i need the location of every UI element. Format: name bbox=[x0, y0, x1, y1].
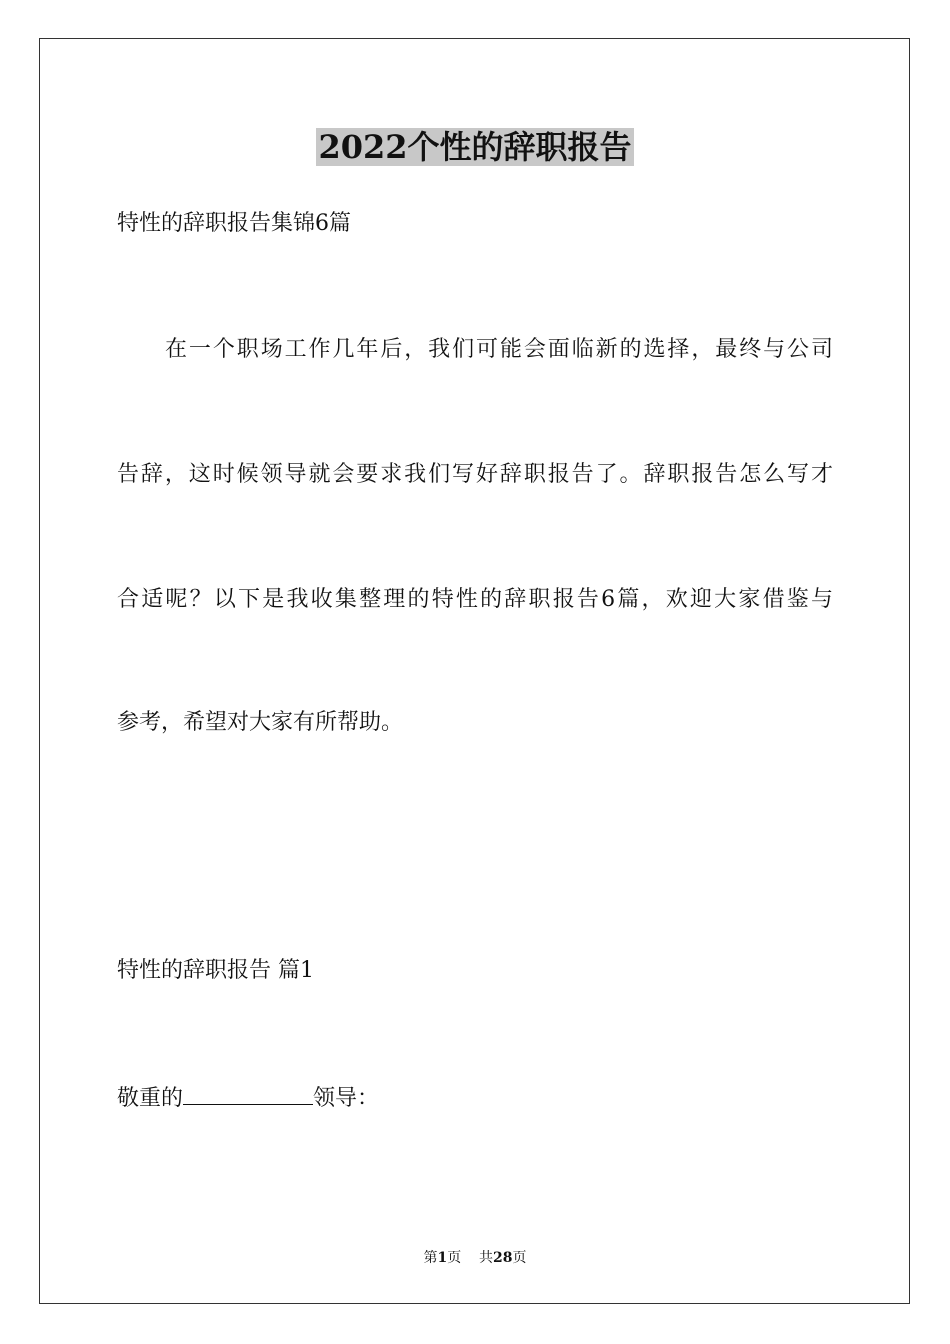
footer-total-suffix: 页 bbox=[512, 1250, 527, 1266]
section-heading: 特性的辞职报告 篇1 bbox=[117, 958, 314, 983]
salutation-prefix: 敬重的 bbox=[117, 1086, 184, 1111]
footer-total-prefix: 共 bbox=[479, 1250, 494, 1266]
salutation-suffix: 领导： bbox=[313, 1086, 380, 1111]
intro-line-1: 在一个职场工作几年后，我们可能会面临新的选择，最终与公司 bbox=[165, 337, 833, 362]
footer-page-prefix: 第 bbox=[423, 1250, 438, 1266]
document-subtitle: 特性的辞职报告集锦6篇 bbox=[117, 211, 351, 236]
document-title bbox=[0, 125, 950, 169]
salutation bbox=[117, 1082, 379, 1114]
footer-total-pages: 28 bbox=[493, 1250, 513, 1266]
footer-page-suffix: 页 bbox=[447, 1250, 462, 1266]
intro-line-3: 合适呢？以下是我收集整理的特性的辞职报告6篇，欢迎大家借鉴与 bbox=[117, 587, 833, 612]
intro-line-2: 告辞，这时候领导就会要求我们写好辞职报告了。辞职报告怎么写才 bbox=[117, 462, 833, 487]
intro-line-4: 参考，希望对大家有所帮助。 bbox=[117, 710, 404, 735]
name-blank-line bbox=[183, 1082, 313, 1105]
page-footer bbox=[0, 1248, 950, 1268]
document-title-text: 2022个性的辞职报告 bbox=[318, 128, 632, 166]
footer-page-number: 1 bbox=[437, 1250, 448, 1266]
